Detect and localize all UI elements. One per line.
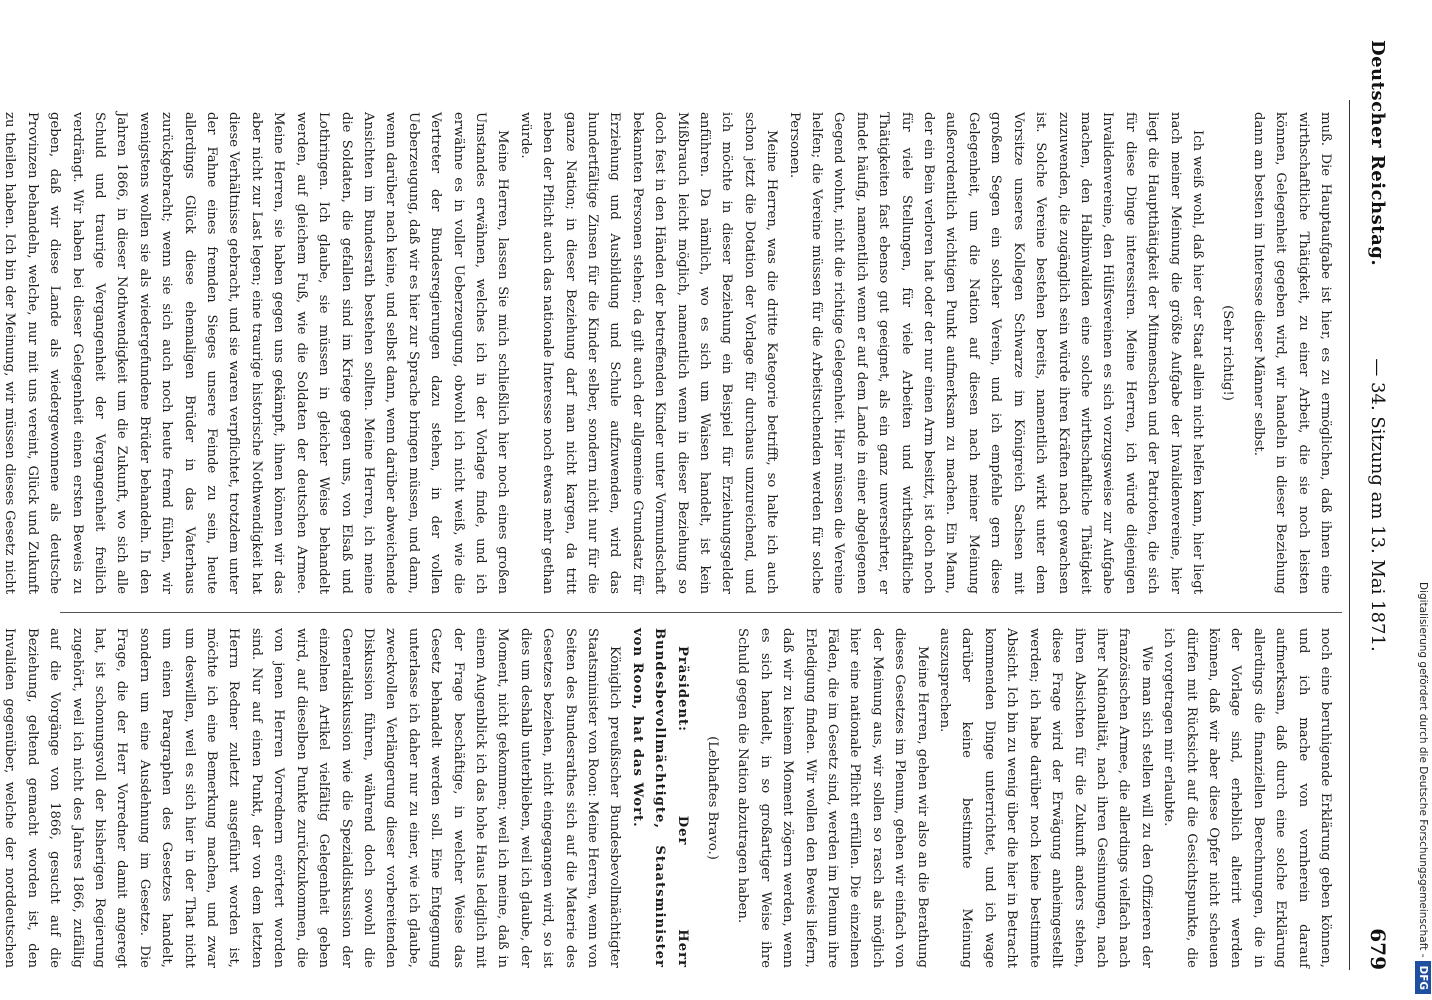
page-number: 679 (1366, 928, 1390, 970)
paragraph: muß. Die Hauptaufgabe ist hier, es zu ermöglichen, daß ihnen eine wirthschaftliche Thätigkeit, zu einer Arbeit, die sie noch leisten können, Gelegenheit gegeben wird, wir handeln in dieser Beziehung dann am besten im Interesse dieser Männer selbst. (1250, 112, 1333, 594)
interjection: (Sehr richtig!) (1220, 305, 1236, 401)
paragraph: Wie man sich stellen will zu den Offizieren der französischen Armee, die allerdings vielfach nach ihrer Nationalität, nach ihren Gesinnungen, nach ihren Absichten für die Zukunft anders stehen, diese Frage wird der Erwägung anheimgestellt werden; ich habe darüber noch keine bestimmte Absicht. Ich bin zu wenig über die hier in Betracht kommenden Dinge unterrichtet, und ich wage darüber keine bestimmte Meinung auszusprechen. (937, 628, 1154, 968)
header-rule (1349, 100, 1350, 970)
page-header (1354, 40, 1394, 970)
journal-title: Deutscher Reichstag. (1367, 40, 1388, 267)
paragraph: Königlich preußischer Bundesbevollmächtigter Staatsminister von Roon: Meine Herren, wenn von Seiten des Bundesrathes sich auf die Materie des Gesetzes beziehen, nicht eingegangen wird, so ist dies um deshalb unterblieben, weil ich glaube, der Moment, nicht gekommen; weil ich meine, daß in einem Augenblick ich das hohe Haus lediglich mit der Frage beschäftige, in welcher Weise das Gesetz behandelt werden soll. Eine Entgegnung unterlasse ich daher nur zu einer, wie ich glaube, zweckvollen Verlängerung dieser vorbereitenden Diskussion führen, während doch sowohl die Generaldiskussion wie die Spezialdiskussion der einzelnen Artikel vielfältig Gelegenheit geben wird, auf dieselben Punkte zurückzukommen, die von jenen Herren Vorrednern erörtert worden sind. Nur auf einen Punkt, der von dem letzten Herrn Redner zuletzt ausgeführt worden ist, möchte ich eine Bemerkung machen, und zwar um deswillen, weil es sich hier in der That nicht um einen Paragraphen des Gesetzes handelt, sondern um eine Ausdehnung im Gesetze. Die Frage, die der Herr Vorredner damit angeregt hat, ist schonungsvoll der bisherigen Regierung zugehört, weil ich nicht des Jahres 1866, zufällig auf die Vorgänge von 1866, gesucht auf die Beziehung, geltend gemacht worden ist, den Invaliden gegenüber, welche der norddeutschen (2, 628, 623, 968)
funding-note: Digitalisierung gefördert durch die Deutsche Forschungsgemeinschaft - (1417, 581, 1429, 958)
session-line: — 34. Sitzung am 13. Mai 1871. (1367, 358, 1388, 652)
right-column (2, 628, 1336, 968)
interjection: (Lebhaftes Bravo.) (705, 736, 721, 860)
paragraph: Meine Herren, gehen wir also an die Berathung dieses Gesetzes im Plenum, gehen wir einfach von der Meinung aus, wir sollen so rasch als möglich hier eine nationale Pflicht erfüllen. Die einzelnen Fäden, die im Gesetz sind, werden im Plenum ihre Erledigung finden. Wir wollen den Beweis liefern, daß wir zu keinem Moment zögern werden, wenn es sich handelt, in so großartiger Weise ihre Schuld gegen die Nation abzutragen haben. (735, 628, 930, 968)
funding-strip (1414, 0, 1432, 1000)
column-divider (60, 612, 1342, 613)
paragraph: Meine Herren, lassen Sie mich schließlich hier noch eines großen Umstandes erwähnen, welches ich in der Vorlage finde, und ich erwähne es in voller Ueberzeugung, obwohl ich nicht weiß, wie die Vertreter der Bundesregierungen dazu stehen, in der vollen Ueberzeugung, daß wir es hier zur Sprache bringen müssen, und dann, wenn darüber nach keine, und selbst dann, wenn darüber abweichende Ansichten im Bundesrath bestehen sollten. Meine Herren, ich meine die Soldaten, die gefallen sind im Kriege gegen uns, von Elsaß und Lothringen. Ich glaube, sie müssen in gleicher Weise behandelt werden, auf gleichem Fuß, wie die Soldaten der deutschen Armee. Meine Herren, sie haben gegen uns gekämpft, ihnen können wir das aber nicht zur Last legen; eine traurige historische Nothwendigkeit hat diese Verhältnisse gebracht, und sie waren verpflichtet, trotzdem unter der Fahne eines fremden Sieges unsere Feinde zu sein, heute allerdings Glück diese ehemaligen Brüder in das Vaterhaus zurückgebracht; wenn sie sich auch noch heute fremd fühlen, wir wenigstens wollen sie als wiedergefundene Brüder behandeln. In den Jahren 1866, in dieser Nothwendigkeit um die Zukunft, wo sich alle Schuld und traurige Vergangenheit der Vergangenheit freilich verdrängt. Wir haben bei dieser Gelegenheit einen ersten Beweis zu geben, daß wir diese Lande als wiedergewonnene als deutsche Provinzen behandeln, welche, nur mit uns vereint, Glück und Zukunft zu theilen haben. Ich bin der Meinung, wir müssen dieses Gesetz nicht (2, 112, 511, 594)
paragraph: Meine Herren, was die dritte Kategorie betrifft, so halte ich auch schon jetzt die Dotation der Vorlage für durchaus unzureichend, und ich möchte in dieser Beziehung ein Beispiel für Erziehungsgelder anführen. Da nämlich, wo es sich um Waisen handelt, ist kein Mißbrauch leicht möglich, namentlich wenn in dieser Beziehung so doch fest in den Händen der betreffenden Kinder unter Vormundschaft bekannten Personen stehen; da gilt auch der allgemeine Grundsatz für Erziehung und Ausbildung und Schule aufzuwenden, wird das hundertfältige Zinsen für die Kinder selber, sondern nicht nur für die ganze Nation; in dieser Beziehung darf man nicht kargen, da tritt neben der Pflicht auch das nationale Interesse noch etwas mehr gethan würde. (517, 112, 780, 594)
president-statement: Präsident: Der Herr Bundesbevollmächtigte, Staatsminister von Roon, hat das Wort. (629, 628, 690, 968)
paragraph: Ich weiß wohl, daß hier der Staat allein nicht helfen kann, hier liegt nach meiner Meinung die größte Aufgabe der Invalidenvereine, hier liegt die Hauptthätigkeit der Mitmenschen und der Patrioten, die sich für diese Dinge interessiren. Meine Herren, ich würde diejenigen Invalidenvereine, den Hülfsvereinen es sich vorzugsweise zur Aufgabe machen, den Halbinvaliden eine solche wirthschaftliche Thätigkeit zuzuwenden, die zugänglich sein würde ihren Kräften nach gewachsen ist. Solche Vereine bestehen bereits, namentlich wirkt unter dem Vorsitze unseres Kollegen Schwarze im Königreich Sachsen mit großem Segen ein solcher Verein, und ich empfehle gern diese Gelegenheit, um die Nation auf diesen nach meiner Meinung außerordentlich wichtigen Punkt aufmerksam zu machen. Ein Mann, der ein Bein verloren hat oder der nur einen Arm besitzt, ist doch noch für viele Stellungen, für viele Arbeiten und wirthschaftliche Thätigkeiten fast ebenso gut geeignet, als ein ganz unversehrter, er findet häufig, namentlich wenn er auf dem Lande in einer abgelegenen Gegend wohnt, nicht die richtige Gelegenheit. Hier müssen die Vereine helfen; die Vereine müssen für die Arbeitsuchenden werden für solche Personen. (786, 112, 1205, 594)
paragraph: noch eine beruhigende Erklärung geben können, und ich mache von vornherein darauf aufmerksam, daß durch eine solche Erklärung allerdings die finanziellen Berechnungen, die in der Vorlage sind, erheblich alterirt werden können, daß wir aber diese Opfer nicht scheuen dürfen mit Rücksicht auf die Gesichtspunkte, die ich vorgetragen mir erlaubte. (1161, 628, 1333, 968)
dfg-logo: DFG (1415, 961, 1431, 994)
left-column (2, 112, 1336, 594)
